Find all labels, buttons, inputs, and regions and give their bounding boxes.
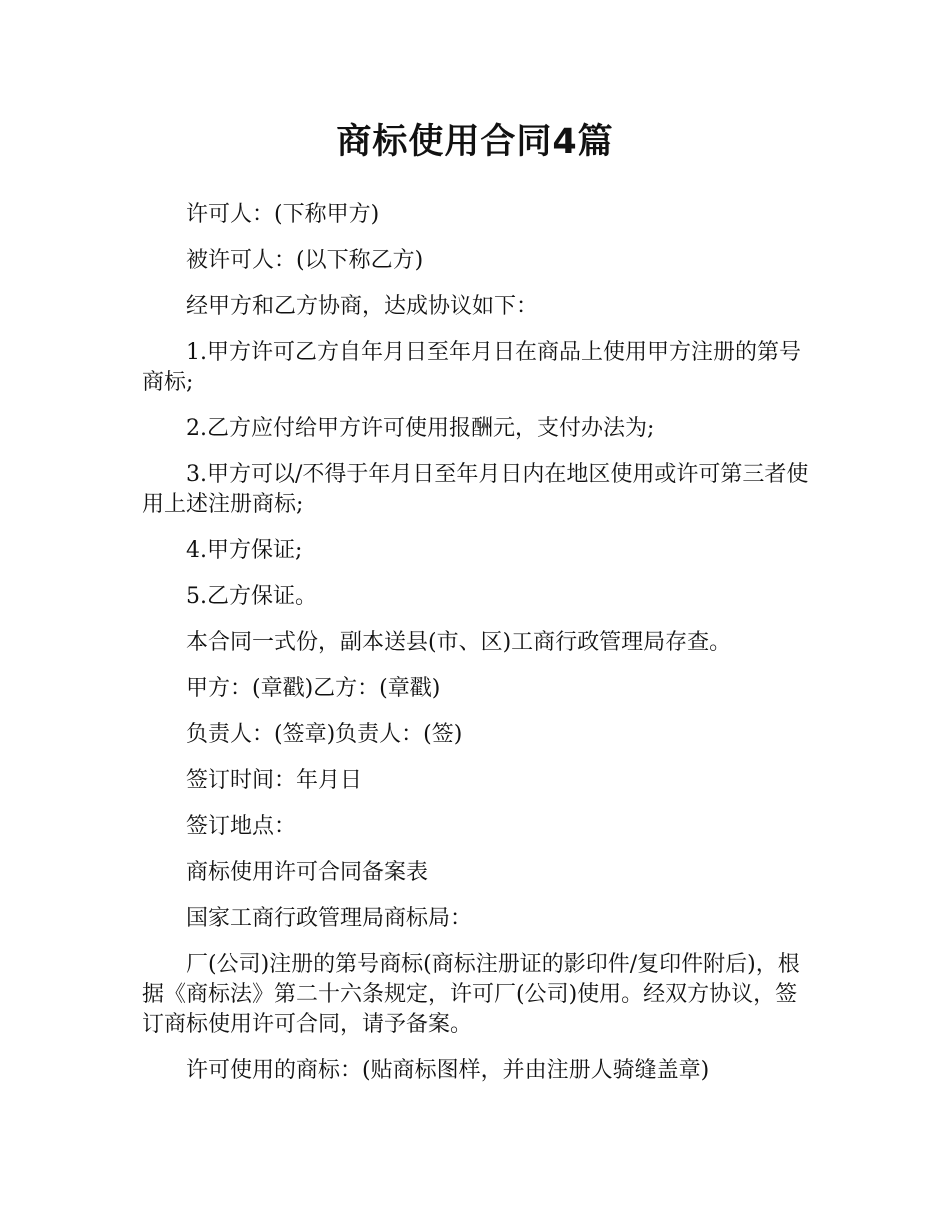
document-title: 商标使用合同4篇: [336, 122, 614, 162]
paragraph-clause-3: 3.甲方可以/不得于年月日至年月日内在地区使用或许可第三者使用上述注册商标;: [142, 462, 809, 517]
paragraph-clause-2: 2.乙方应付给甲方许可使用报酬元，支付办法为;: [186, 416, 655, 441]
paragraph-agreement-intro: 经甲方和乙方协商，达成协议如下：: [186, 294, 539, 319]
paragraph-seals: 甲方：(章戳)乙方：(章戳): [186, 676, 441, 701]
paragraph-addressee: 国家工商行政管理局商标局：: [186, 906, 473, 931]
paragraph-sign-place: 签订地点：: [186, 814, 297, 839]
document-body: [142, 200, 810, 1102]
paragraph-clause-5: 5.乙方保证。: [186, 584, 317, 609]
paragraph-sign-date: 签订时间：年月日: [186, 768, 363, 793]
paragraph-clause-1: 1.甲方许可乙方自年月日至年月日在商品上使用甲方注册的第号商标;: [142, 340, 801, 395]
paragraph-record-body: 厂(公司)注册的第号商标(商标注册证的影印件/复印件附后)，根据《商标法》第二十六条规定，许可厂(公司)使用。经双方协议，签订商标使用许可合同，请予备案。: [142, 952, 800, 1037]
paragraph-copies: 本合同一式份，副本送县(市、区)工商行政管理局存查。: [186, 630, 732, 655]
paragraph-licensed-trademark: 许可使用的商标：(贴商标图样，并由注册人骑缝盖章): [186, 1058, 710, 1083]
paragraph-signatures: 负责人：(签章)负责人：(签): [186, 722, 463, 747]
paragraph-record-form-title: 商标使用许可合同备案表: [186, 860, 429, 885]
paragraph-licensor: 许可人：(下称甲方): [186, 202, 380, 227]
paragraph-licensee: 被许可人：(以下称乙方): [186, 248, 424, 273]
paragraph-clause-4: 4.甲方保证;: [186, 538, 303, 563]
